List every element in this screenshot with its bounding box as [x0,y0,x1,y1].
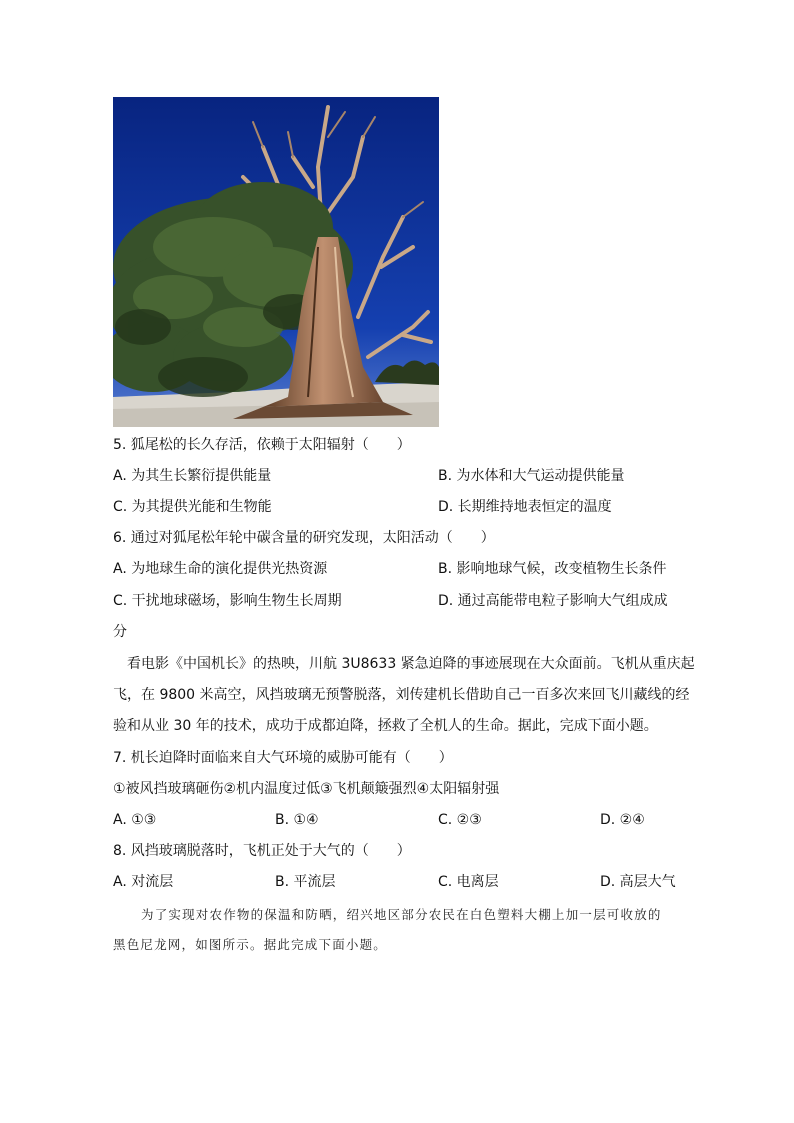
passage-line-3: 验和从业 30 年的技术，成功于成都迫降，拯救了全机人的生命。据此，完成下面小题。 [113,718,658,734]
passage-line-2: 飞，在 9800 米高空，风挡玻璃无预警脱落，刘传建机长借助自己一百多次来回飞川藏线的经 [113,687,690,703]
q8-option-a: A. 对流层 [113,874,174,890]
passage-line-1: 看电影《中国机长》的热映，川航 3U8633 紧急迫降的事迹展现在大众面前。飞机从重庆起 [127,656,695,672]
q8-option-b: B. 平流层 [275,874,336,890]
question-7-stem: 7. 机长迫降时面临来自大气环境的威胁可能有（ ） [113,750,453,766]
q6-option-d-wrap: 分 [113,624,127,640]
q6-option-c: C. 干扰地球磁场，影响生物生长周期 [113,593,342,609]
q7-option-a: A. ①③ [113,812,157,828]
question-5-stem: 5. 狐尾松的长久存活，依赖于太阳辐射（ ） [113,437,411,453]
passage2-line-2: 黑色尼龙网，如图所示。据此完成下面小题。 [113,937,388,952]
q7-item-list: ①被风挡玻璃砸伤②机内温度过低③飞机颠簸强烈④太阳辐射强 [113,781,500,797]
q6-option-b: B. 影响地球气候，改变植物生长条件 [438,561,667,577]
q8-option-d: D. 高层大气 [600,874,676,890]
bristlecone-pine-photo [113,97,439,427]
q6-option-a: A. 为地球生命的演化提供光热资源 [113,561,328,577]
question-8-stem: 8. 风挡玻璃脱落时，飞机正处于大气的（ ） [113,843,411,859]
q5-option-a: A. 为其生长繁衍提供能量 [113,468,272,484]
tree-illustration [113,97,439,427]
q8-option-c: C. 电离层 [438,874,499,890]
q7-option-b: B. ①④ [275,812,319,828]
q7-option-d: D. ②④ [600,812,645,828]
q5-option-d: D. 长期维持地表恒定的温度 [438,499,612,515]
question-6-stem: 6. 通过对狐尾松年轮中碳含量的研究发现，太阳活动（ ） [113,530,495,546]
passage2-line-1: 为了实现对农作物的保温和防晒，绍兴地区部分农民在白色塑料大棚上加一层可收放的 [141,907,662,922]
q5-option-b: B. 为水体和大气运动提供能量 [438,468,625,484]
q7-option-c: C. ②③ [438,812,482,828]
q5-option-c: C. 为其提供光能和生物能 [113,499,272,515]
q6-option-d: D. 通过高能带电粒子影响大气组成成 [438,593,668,609]
